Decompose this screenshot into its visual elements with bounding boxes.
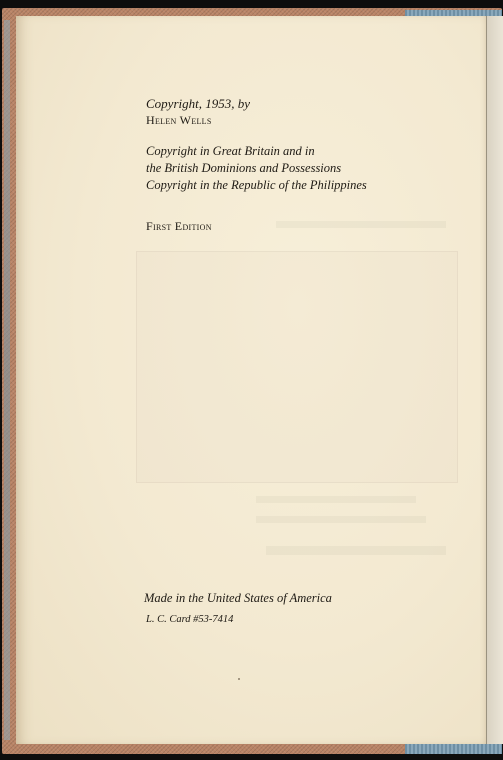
copyright-line: Copyright, 1953, by xyxy=(146,96,250,111)
cover-spine-edge xyxy=(4,20,10,740)
edition-label: First Edition xyxy=(146,219,212,233)
show-through-line xyxy=(256,516,426,523)
made-in-notice: Made in the United States of America xyxy=(144,591,332,605)
adjacent-page-edge xyxy=(486,16,503,744)
author-name: Helen Wells xyxy=(146,113,212,127)
lc-card-number: L. C. Card #53-7414 xyxy=(146,614,234,625)
copyright-page xyxy=(16,16,486,744)
territory-notice xyxy=(146,143,367,194)
show-through-illustration xyxy=(136,251,458,483)
show-through-line xyxy=(256,496,416,503)
show-through-line xyxy=(276,221,446,228)
territory-line: Copyright in Great Britain and in xyxy=(146,144,315,158)
territory-line: the British Dominions and Possessions xyxy=(146,161,342,175)
show-through-line xyxy=(266,546,446,555)
paper-speck xyxy=(238,678,240,680)
territory-line: Copyright in the Republic of the Philippines xyxy=(146,178,367,192)
